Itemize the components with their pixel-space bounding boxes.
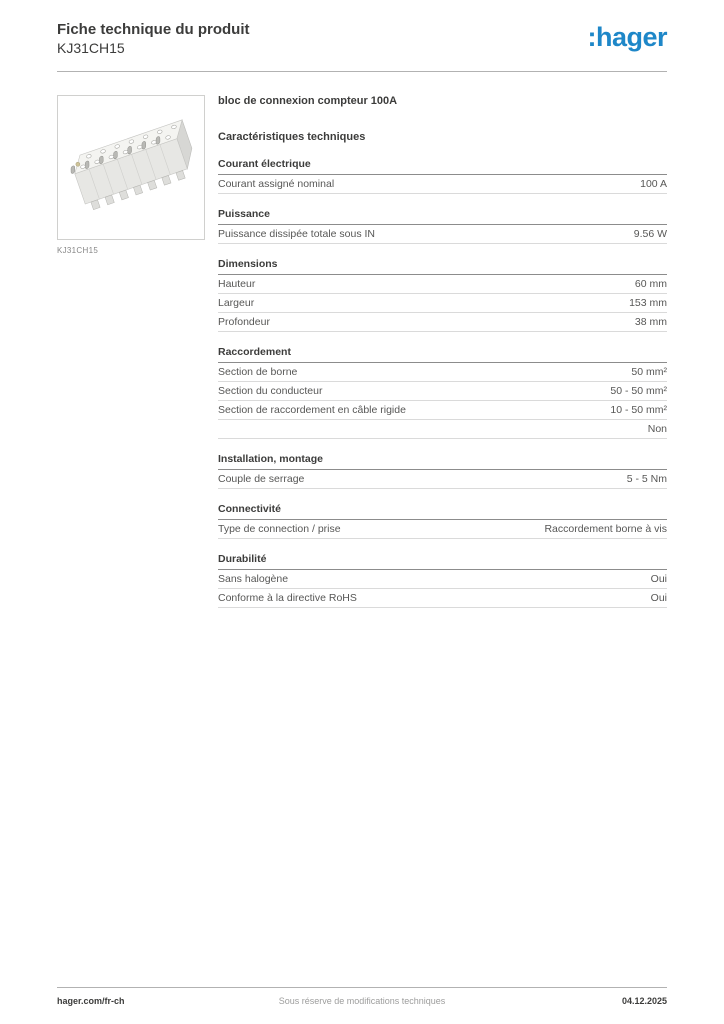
- spec-row: [218, 382, 667, 401]
- spec-row: [218, 570, 667, 589]
- spec-section-title: Connectivité: [218, 503, 667, 520]
- spec-sections: [218, 158, 667, 608]
- spec-row-label: Couple de serrage: [218, 473, 305, 485]
- product-figure: [57, 95, 205, 255]
- spec-row-value: Oui: [650, 592, 667, 604]
- spec-section: [218, 158, 667, 194]
- spec-row-value: Non: [647, 423, 667, 435]
- spec-section: [218, 208, 667, 244]
- spec-row: [218, 275, 667, 294]
- header-divider: [57, 71, 667, 72]
- spec-row-value: Raccordement borne à vis: [544, 523, 667, 535]
- product-image-caption: KJ31CH15: [57, 246, 99, 255]
- spec-row: [218, 313, 667, 332]
- spec-section: [218, 503, 667, 539]
- spec-row: [218, 401, 667, 420]
- footer-website-link[interactable]: hager.com/fr-ch: [57, 996, 125, 1006]
- spec-section: [218, 258, 667, 332]
- spec-row-value: 50 mm²: [631, 366, 667, 378]
- spec-row-label: Puissance dissipée totale sous IN: [218, 228, 376, 240]
- spec-section: [218, 453, 667, 489]
- characteristics-title: Caractéristiques techniques: [218, 131, 366, 143]
- footer-row: [57, 996, 667, 1006]
- spec-row-label: Type de connection / prise: [218, 523, 341, 535]
- product-name: bloc de connexion compteur 100A: [218, 95, 398, 107]
- spec-row-value: 60 mm: [634, 278, 667, 290]
- document-header: [57, 20, 667, 57]
- product-image: [57, 95, 205, 240]
- spec-row: [218, 363, 667, 382]
- spec-section: [218, 346, 667, 439]
- spec-row-label: Section du conducteur: [218, 385, 323, 397]
- page-title: Fiche technique du produit: [57, 21, 250, 38]
- spec-row-value: 153 mm: [629, 297, 667, 309]
- spec-section-title: Dimensions: [218, 258, 667, 275]
- spec-row-value: Oui: [650, 573, 667, 585]
- spec-row-label: Sans halogène: [218, 573, 289, 585]
- terminal-block-illustration: [61, 103, 201, 233]
- spec-row: [218, 225, 667, 244]
- spec-section-title: Installation, montage: [218, 453, 667, 470]
- spec-row-label: Largeur: [218, 297, 255, 309]
- spec-row-label: Profondeur: [218, 316, 270, 328]
- spec-row-label: Hauteur: [218, 278, 256, 290]
- footer-divider: [57, 987, 667, 988]
- spec-section-title: Raccordement: [218, 346, 667, 363]
- spec-row-label: Section de raccordement en câble rigide: [218, 404, 406, 416]
- spec-row-label: Section de borne: [218, 366, 298, 378]
- spec-row-value: 100 A: [640, 178, 667, 190]
- footer-date: 04.12.2025: [621, 996, 667, 1006]
- spec-row-value: 5 - 5 Nm: [626, 473, 667, 485]
- spec-section-title: Durabilité: [218, 553, 667, 570]
- spec-row-value: 38 mm: [634, 316, 667, 328]
- spec-row-value: 9.56 W: [633, 228, 667, 240]
- spec-row: [218, 420, 667, 439]
- spec-section: [218, 553, 667, 608]
- spec-row-label: Conforme à la directive RoHS: [218, 592, 357, 604]
- spec-section-title: Puissance: [218, 208, 667, 225]
- spec-row: [218, 520, 667, 539]
- spec-section-title: Courant électrique: [218, 158, 667, 175]
- spec-row: [218, 294, 667, 313]
- spec-row-label: Courant assigné nominal: [218, 178, 335, 190]
- hager-logo: :hager: [587, 22, 667, 52]
- spec-row: [218, 175, 667, 194]
- footer-disclaimer: Sous réserve de modifications techniques: [278, 996, 446, 1006]
- spec-row: [218, 470, 667, 489]
- spec-row-value: 10 - 50 mm²: [610, 404, 667, 416]
- document-footer: [57, 987, 667, 1006]
- specifications-column: [218, 95, 667, 608]
- spec-row-value: 50 - 50 mm²: [610, 385, 667, 397]
- spec-row: [218, 589, 667, 608]
- product-code: KJ31CH15: [57, 40, 125, 56]
